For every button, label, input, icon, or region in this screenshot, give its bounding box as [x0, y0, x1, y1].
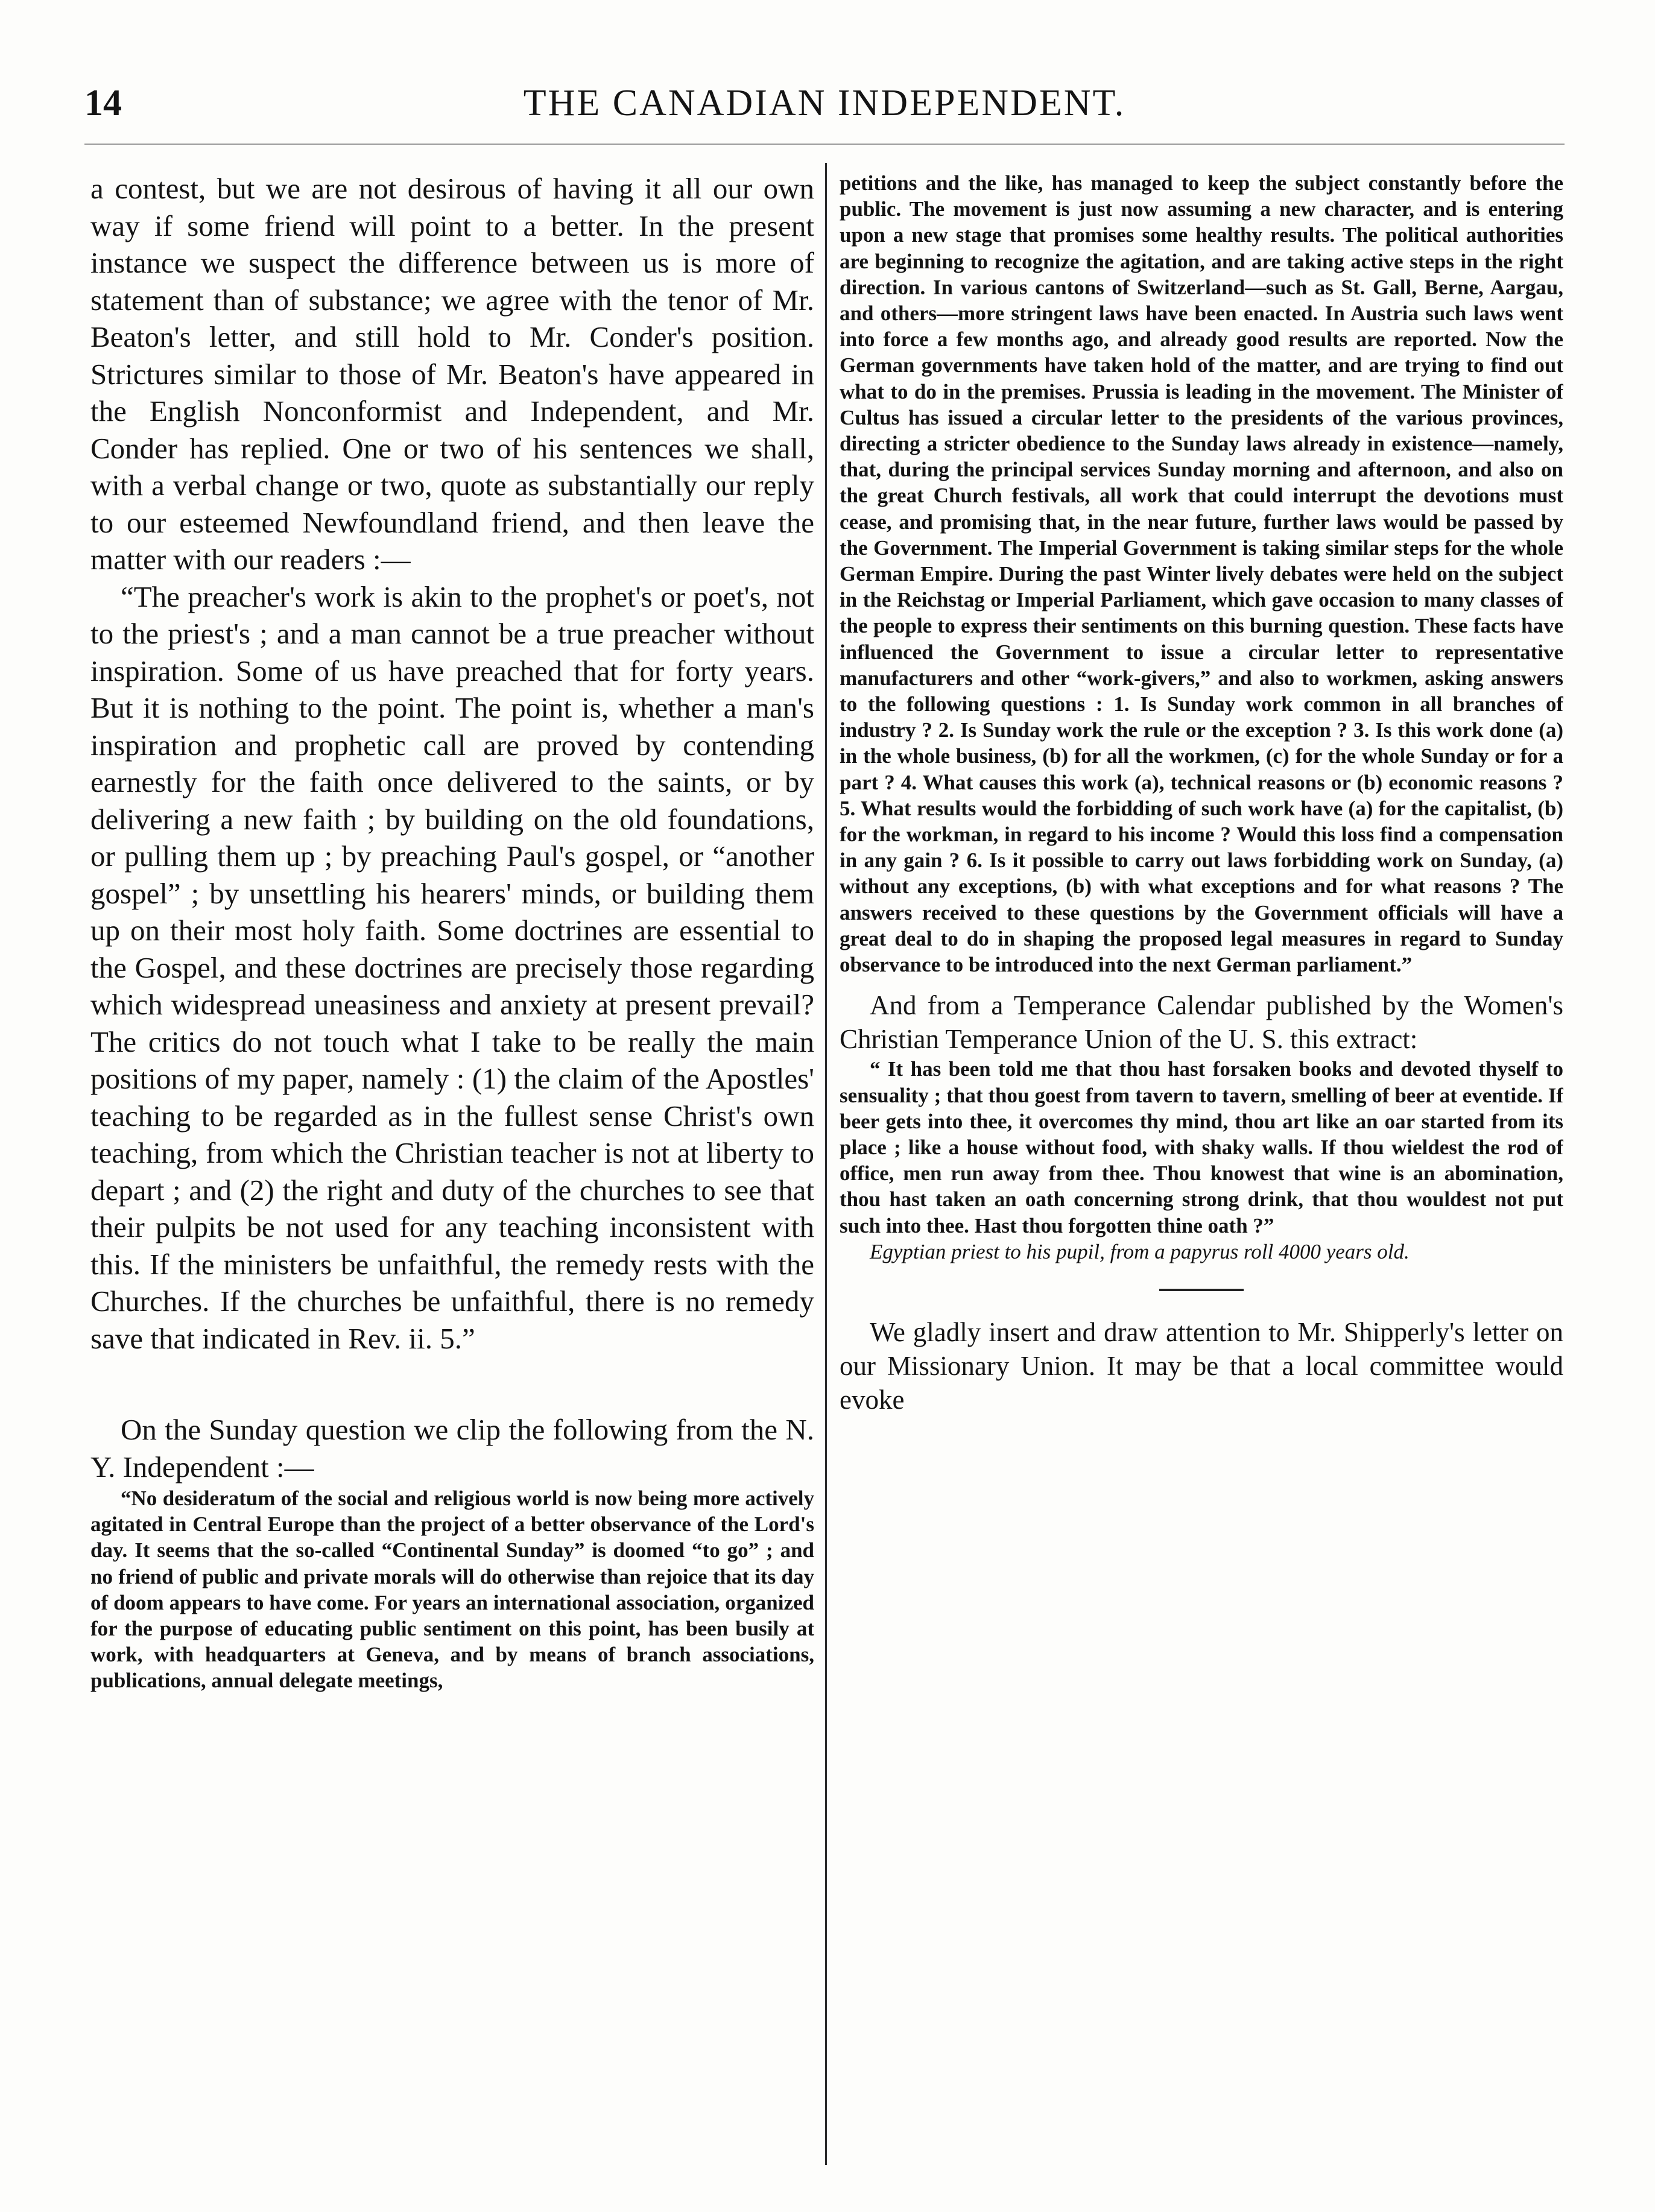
- running-title: THE CANADIAN INDEPENDENT.: [523, 83, 1126, 124]
- page-number: 14: [84, 83, 122, 124]
- ny-independent-quote-continued: petitions and the like, has managed to keep the subject constantly before the public. The movement is just now assuming a new character, and is entering upon a new stage that promises some healthy results. The political authorities are beginning to recognize the agitation, and are taking active steps in the right direction. In various cantons of Switzerland—such as St. Gall, Berne, Aargau, and others—more stringent laws have been enacted. In Austria such laws went into force a few months ago, and already good results are reported. Now the German governments have taken hold of the matter, and are trying to find out what to do in the premises. Prussia is leading in the movement. The Minister of Cultus has issued a circular letter to the presidents of the various provinces, directing a stricter obedience to the Sunday laws already in existence—namely, that, during the principal services Sunday morning and afternoon, and also on the great Church festivals, all work that could interrupt the devotions must cease, and promising that, in the near future, further laws would be passed by the Government. The Imperial Government is taking similar steps for the whole German Empire. During the past Winter lively debates were held on the subject in the Reichstag or Imperial Parliament, which gave occasion to many classes of the people to express their sentiments on this burning question. These facts have influenced the Government to issue a circular letter to representative manufacturers and other “work-givers,” and also to workmen, asking answers to the following questions : 1. Is Sunday work common in all branches of industry ? 2. Is Sunday work the rule or the exception ? 3. Is this work done (a) in the whole business, (b) for all the workmen, (c) for the whole Sunday or for a part ? 4. What causes this work (a), technical reasons or (b) economic reasons ? 5. What results would the forbidding of such work have (a) for the capitalist, (b) for the workman, in regard to his income ? Would this loss find a compensation in any gain ? 6. Is it possible to carry out laws forbidding work on Sunday, (a) without any exceptions, (b) with what exceptions and for what reasons ? The answers received to these questions by the Government officials will have a great deal to do in shaping the proposed legal measures in regard to Sunday observance to be introduced into the next German parliament.”: [840, 171, 1563, 977]
- temperance-extract: “ It has been told me that thou hast forsaken books and devoted thyself to sensuality ; that thou goest from tavern to tavern, smelling of beer at eventide. If beer gets into thee, it overcomes thy mind, thou art like an oar started from its place ; like a house without food, with shaky walls. If thou wieldest the rod of office, men run away from thee. Thou knowest that wine is an abomination, thou hast taken an oath concerning strong drink, that thou wouldest not put such into thee. Hast thou forgotten thine oath ?”: [840, 1057, 1563, 1237]
- missionary-union-note: We gladly insert and draw attention to Mr. Shipperly's letter on our Missionary Union. It may be that a local committee would evoke: [840, 1316, 1563, 1415]
- quoted-passage: “The preacher's work is akin to the prophet's or poet's, not to the priest's ; and a man cannot be a true preacher without inspiration. Some of us have preached that for forty years. But it is nothing to the point. The point is, whether a man's inspiration and prophetic call are proved by contending earnestly for the faith once delivered to the saints, or by delivering a new faith ; by building on the old foundations, or pulling them up ; by preaching Paul's gospel, or “another gospel” ; by unsettling his hearers' minds, or building them up on their most holy faith. Some doctrines are essential to the Gospel, and these doctrines are precisely those regarding which widespread uneasiness and anxiety at present prevail? The critics do not touch what I take to be really the main positions of my paper, namely : (1) the claim of the Apostles' teaching to be regarded as in the fullest sense Christ's own teaching, from which the Christian teacher is not at liberty to depart ; and (2) the right and duty of the churches to see that their pulpits be not used for any teaching inconsistent with this. If the ministers be unfaithful, the remedy rests with the Churches. If the churches be unfaithful, there is no remedy save that indicated in Rev. ii. 5.”: [90, 580, 814, 1355]
- ny-independent-quote: “No desideratum of the social and religious world is now being more actively agitated in Central Europe than the project of a better observance of the Lord's day. It seems that the so-called “Continental Sunday” is doomed “to go” ; and no friend of public and private morals will do otherwise than rejoice that its day of doom appears to have come. For years an international association, organized for the purpose of educating public sentiment on this point, has been busily at work, with headquarters at Geneva, and by means of branch associations, publications, annual delegate meetings,: [90, 1487, 814, 1693]
- left-column: [90, 170, 814, 2176]
- sunday-question-intro: On the Sunday question we clip the following from the N. Y. Independent :—: [90, 1413, 814, 1484]
- right-column: [840, 170, 1563, 2176]
- editorial-paragraph: a contest, but we are not desirous of having it all our own way if some friend will point to a better. In the present instance we suspect the difference between us is more of statement than of substance; we agree with the tenor of Mr. Beaton's letter, and still hold to Mr. Conder's position. Strictures similar to those of Mr. Beaton's have appeared in the English Nonconformist and Independent, and Mr. Conder has replied. One or two of his sentences we shall, with a verbal change or two, quote as substantially our reply to our esteemed Newfoundland friend, and then leave the matter with our readers :—: [90, 172, 814, 576]
- page-header: [84, 82, 1565, 136]
- section-gap: [90, 1357, 814, 1411]
- section-rule: [1159, 1289, 1244, 1291]
- extract-attribution: Egyptian priest to his pupil, from a papyrus roll 4000 years old.: [870, 1239, 1410, 1263]
- temperance-intro: And from a Temperance Calendar published by the Women's Christian Temperance Union of the U. S. this extract:: [840, 990, 1563, 1055]
- column-divider: [825, 163, 827, 2165]
- header-rule: [84, 144, 1565, 145]
- section-gap: [840, 978, 1563, 988]
